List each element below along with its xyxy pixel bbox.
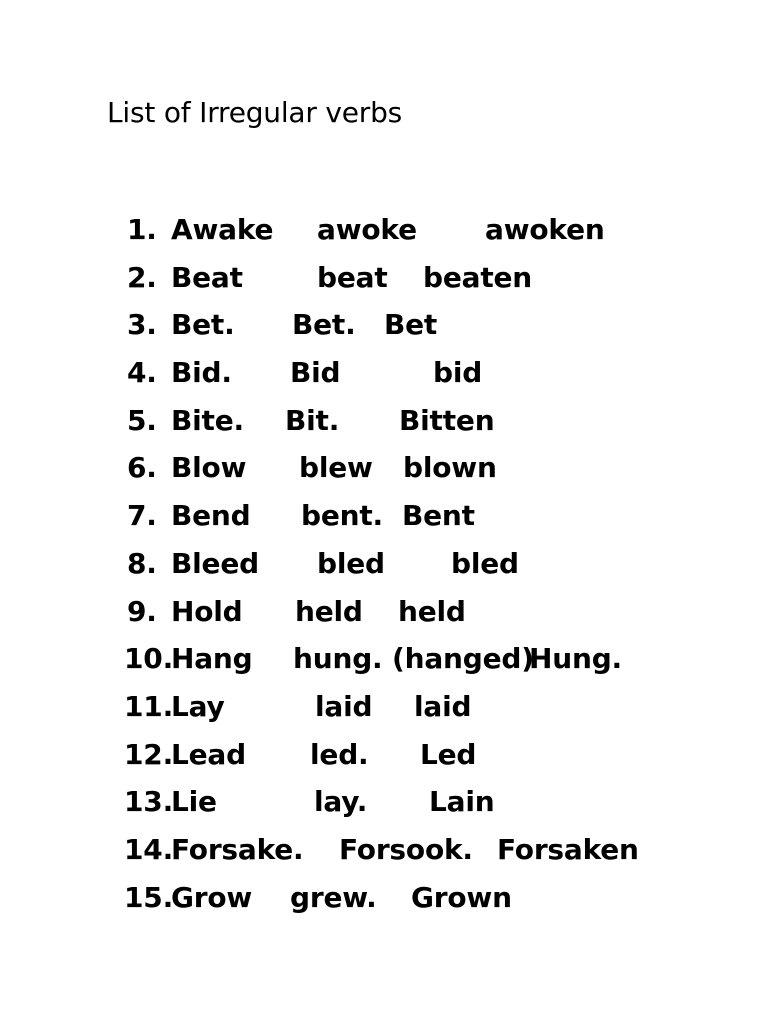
item-number: 8. xyxy=(127,546,157,580)
verb-past-participle: Bet xyxy=(384,308,438,342)
verb-base-form: Forsake. xyxy=(171,832,304,866)
list-item xyxy=(0,830,768,878)
verb-base-form: Bleed xyxy=(171,546,259,580)
verb-base-form: Grow xyxy=(171,880,253,914)
verb-base-form: Lead xyxy=(171,737,246,771)
list-item xyxy=(0,305,768,353)
verb-base-form: Bet. xyxy=(171,308,235,342)
verb-past-tense: Bit. xyxy=(285,403,340,437)
item-number: 2. xyxy=(127,260,157,294)
item-number: 5. xyxy=(127,403,157,437)
list-item xyxy=(0,401,768,449)
verb-base-form: Bend xyxy=(171,499,251,533)
list-item xyxy=(0,735,768,783)
verb-past-tense: bled xyxy=(317,546,385,580)
verb-past-participle: blown xyxy=(403,451,497,485)
item-number: 3. xyxy=(127,308,157,342)
verb-past-tense: Bid xyxy=(290,356,341,390)
verb-past-tense: held xyxy=(295,594,363,628)
list-item xyxy=(0,878,768,926)
item-number: 7. xyxy=(127,499,157,533)
verb-past-participle: Lain xyxy=(429,785,495,819)
verb-base-form: Bite. xyxy=(171,403,244,437)
verb-past-tense: laid xyxy=(315,689,373,723)
verb-past-tense: awoke xyxy=(317,213,417,246)
list-item xyxy=(0,639,768,687)
verb-past-participle: Bent xyxy=(402,499,475,533)
irregular-verb-list xyxy=(0,210,768,925)
list-item xyxy=(0,544,768,592)
verb-base-form: Bid. xyxy=(171,356,232,390)
verb-past-tense: Forsook. xyxy=(339,832,473,866)
verb-past-tense: led. xyxy=(310,737,369,771)
verb-past-tense: hung. (hanged) xyxy=(293,642,534,676)
list-item xyxy=(0,496,768,544)
list-item xyxy=(0,258,768,306)
verb-base-form: Lie xyxy=(171,785,217,819)
verb-past-participle: Grown xyxy=(411,880,512,914)
verb-past-tense: lay. xyxy=(314,785,368,819)
list-item xyxy=(0,353,768,401)
page-title: List of Irregular verbs xyxy=(107,96,403,129)
item-number: 12. xyxy=(124,737,174,771)
verb-base-form: Blow xyxy=(171,451,247,485)
verb-past-tense: bent. xyxy=(301,499,383,533)
item-number: 15. xyxy=(124,880,174,914)
item-number: 14. xyxy=(124,832,174,866)
verb-base-form: Lay xyxy=(171,689,225,723)
verb-past-participle: bled xyxy=(451,546,519,580)
verb-past-tense: beat xyxy=(317,260,388,294)
item-number: 9. xyxy=(127,594,157,628)
verb-past-participle: bid xyxy=(433,356,483,390)
list-item xyxy=(0,448,768,496)
item-number: 6. xyxy=(127,451,157,485)
verb-past-participle: awoken xyxy=(485,213,605,246)
item-number: 1. xyxy=(127,213,157,246)
item-number: 4. xyxy=(127,356,157,390)
verb-past-tense: blew xyxy=(299,451,373,485)
verb-past-participle: Bitten xyxy=(399,403,495,437)
verb-past-participle: held xyxy=(398,594,466,628)
verb-past-participle: Led xyxy=(420,737,477,771)
item-number: 13. xyxy=(124,785,174,819)
verb-past-participle: laid xyxy=(414,689,472,723)
verb-base-form: Hold xyxy=(171,594,243,628)
list-item xyxy=(0,210,768,258)
list-item xyxy=(0,592,768,640)
list-item xyxy=(0,782,768,830)
verb-past-participle: Forsaken xyxy=(497,832,639,866)
verb-past-participle: Hung. xyxy=(529,642,622,676)
verb-base-form: Beat xyxy=(171,260,243,294)
verb-base-form: Hang xyxy=(171,642,253,676)
verb-past-tense: Bet. xyxy=(292,308,356,342)
item-number: 10. xyxy=(124,642,174,676)
list-item xyxy=(0,687,768,735)
verb-base-form: Awake xyxy=(171,213,274,246)
verb-past-participle: beaten xyxy=(423,260,533,294)
item-number: 11. xyxy=(124,689,174,723)
verb-past-tense: grew. xyxy=(290,880,377,914)
